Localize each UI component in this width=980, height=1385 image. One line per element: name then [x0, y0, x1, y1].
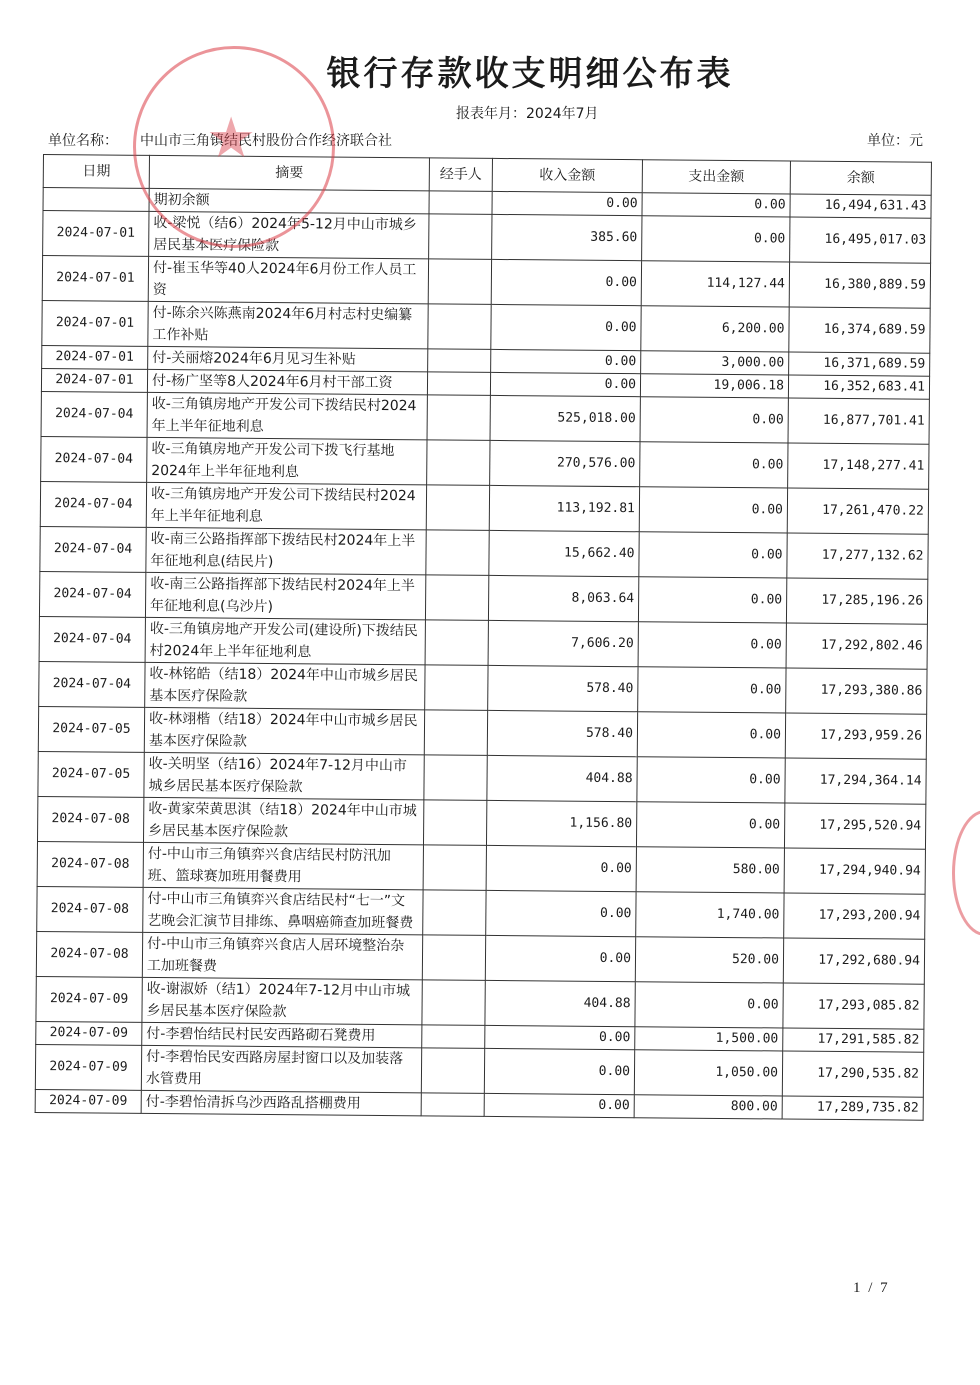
summary-cell: 收-关明坚（结16）2024年7-12月中山市城乡居民基本医疗保险款 [144, 752, 424, 799]
income-cell: 0.00 [490, 372, 640, 396]
date-cell: 2024-07-05 [38, 751, 144, 797]
table-row [40, 481, 928, 534]
balance-cell: 16,374,689.59 [789, 307, 930, 353]
opening-summary: 期初余额 [149, 188, 429, 213]
col-header-handler: 经手人 [429, 158, 492, 192]
balance-cell: 17,285,196.26 [786, 578, 927, 624]
balance-cell: 17,277,132.62 [787, 533, 928, 579]
balance-cell: 16,371,689.59 [789, 352, 930, 376]
opening-income: 0.00 [492, 191, 642, 215]
balance-cell: 17,292,680.94 [783, 938, 924, 984]
balance-cell: 17,291,585.82 [783, 1028, 924, 1052]
expense-cell: 0.00 [640, 397, 788, 443]
income-cell: 0.00 [486, 845, 636, 891]
income-cell: 0.00 [486, 890, 636, 936]
table-row [38, 751, 926, 804]
summary-cell: 付-关丽熔2024年6月见习生补贴 [148, 346, 428, 371]
income-cell: 578.40 [488, 665, 638, 711]
expense-cell: 580.00 [636, 847, 784, 893]
report-period: 报表年月：2024年7月 [456, 106, 599, 122]
handler-cell [428, 349, 491, 373]
handler-cell [429, 214, 492, 260]
summary-cell: 收-三角镇房地产开发公司下拨结民村2024年上半年征地利息 [147, 392, 427, 439]
income-cell: 7,606.20 [488, 620, 638, 666]
date-cell: 2024-07-01 [42, 300, 148, 346]
expense-cell: 0.00 [640, 442, 788, 488]
date-cell: 2024-07-08 [36, 931, 142, 977]
handler-cell [425, 620, 488, 666]
table-row [37, 886, 925, 939]
expense-cell: 0.00 [639, 532, 787, 578]
balance-cell: 17,293,959.26 [785, 713, 926, 759]
date-cell: 2024-07-04 [41, 391, 147, 437]
date-cell: 2024-07-08 [37, 841, 143, 887]
summary-cell: 收-南三公路指挥部下拨结民村2024年上半年征地利息(结民片) [146, 527, 426, 574]
opening-expense: 0.00 [642, 193, 790, 217]
org-name: 中山市三角镇结民村股份合作经济联合社 [140, 133, 392, 149]
income-cell: 15,662.40 [489, 530, 639, 576]
summary-cell: 付-陈余兴陈燕南2024年6月村志村史编纂工作补贴 [148, 301, 428, 348]
summary-cell: 付-李碧怡结民村民安西路砌石凳费用 [142, 1022, 422, 1047]
page-title: 银行存款收支明细公布表 [326, 54, 734, 94]
col-header-expense: 支出金额 [642, 160, 790, 194]
date-cell: 2024-07-09 [35, 1089, 141, 1113]
opening-handler-cell [429, 191, 492, 215]
table-row [39, 616, 927, 669]
date-cell: 2024-07-04 [39, 571, 145, 617]
date-cell: 2024-07-08 [38, 796, 144, 842]
balance-cell: 17,289,735.82 [782, 1096, 923, 1120]
expense-cell: 114,127.44 [641, 261, 789, 307]
income-cell: 1,156.80 [486, 800, 636, 846]
summary-cell: 收-三角镇房地产开发公司(建设所)下拨结民村2024年上半年征地利息 [145, 617, 425, 664]
balance-cell: 17,290,535.82 [782, 1051, 923, 1097]
balance-cell: 16,495,017.03 [790, 217, 931, 263]
handler-cell [421, 1093, 484, 1117]
income-cell: 0.00 [491, 304, 641, 350]
ledger-body [35, 188, 931, 1121]
date-cell: 2024-07-08 [37, 886, 143, 932]
summary-cell: 收-三角镇房地产开发公司下拨结民村2024年上半年征地利息 [146, 482, 426, 529]
handler-cell [423, 890, 486, 936]
handler-cell [423, 800, 486, 846]
income-cell: 0.00 [491, 259, 641, 305]
table-row [36, 931, 924, 984]
income-cell: 404.88 [485, 980, 635, 1026]
handler-cell [421, 1048, 484, 1094]
col-header-date: 日期 [43, 155, 149, 189]
balance-cell: 17,294,364.14 [785, 758, 926, 804]
date-cell: 2024-07-09 [36, 976, 142, 1022]
income-cell: 0.00 [485, 935, 635, 981]
date-cell: 2024-07-09 [35, 1044, 141, 1090]
balance-cell: 17,293,380.86 [786, 668, 927, 714]
table-row [38, 796, 926, 849]
date-cell: 2024-07-01 [42, 256, 148, 302]
handler-cell [426, 485, 489, 531]
date-cell: 2024-07-04 [40, 481, 146, 527]
income-cell: 8,063.64 [488, 575, 638, 621]
summary-cell: 付-李碧怡民安西路房屋封窗口以及加装落水管费用 [141, 1045, 421, 1092]
date-cell: 2024-07-04 [39, 616, 145, 662]
handler-cell [422, 1025, 485, 1049]
balance-cell: 16,877,701.41 [788, 398, 929, 444]
summary-cell: 收-梁悦（结6）2024年5-12月中山市城乡居民基本医疗保险款 [149, 211, 429, 258]
table-row [39, 571, 927, 624]
summary-cell: 收-林翊楷（结18）2024年中山市城乡居民基本医疗保险款 [144, 707, 424, 754]
expense-cell: 800.00 [634, 1095, 782, 1119]
summary-cell: 收-林铭皓（结18）2024年中山市城乡居民基本医疗保险款 [145, 662, 425, 709]
header-info-row [48, 130, 923, 150]
table-row [41, 391, 929, 444]
date-cell: 2024-07-05 [38, 706, 144, 752]
expense-cell: 0.00 [635, 982, 783, 1028]
income-cell: 0.00 [484, 1093, 634, 1117]
income-cell: 0.00 [485, 1025, 635, 1049]
page-number: 1 / 7 [853, 1280, 890, 1296]
expense-cell: 1,500.00 [635, 1027, 783, 1051]
income-cell: 0.00 [491, 349, 641, 373]
ledger-table [35, 154, 932, 1121]
summary-cell: 收-黄家荣黄思淇（结18）2024年中山市城乡居民基本医疗保险款 [143, 797, 423, 844]
expense-cell: 1,740.00 [636, 892, 784, 938]
col-header-summary: 摘要 [149, 155, 429, 190]
expense-cell: 0.00 [642, 216, 790, 262]
handler-cell [424, 710, 487, 756]
expense-cell: 1,050.00 [634, 1050, 782, 1096]
handler-cell [428, 304, 491, 350]
expense-cell: 0.00 [638, 577, 786, 623]
handler-cell [428, 259, 491, 305]
expense-cell: 3,000.00 [641, 351, 789, 375]
table-row [43, 211, 931, 264]
income-cell: 270,576.00 [490, 440, 640, 486]
income-cell: 525,018.00 [490, 395, 640, 441]
table-row [40, 526, 928, 579]
expense-cell: 0.00 [638, 667, 786, 713]
date-cell: 2024-07-09 [36, 1021, 142, 1045]
expense-cell: 0.00 [637, 757, 785, 803]
expense-cell: 0.00 [637, 712, 785, 758]
edge-seal-fragment [952, 810, 980, 936]
seal-star-icon: ★ [206, 106, 257, 171]
balance-cell: 17,294,940.94 [784, 848, 925, 894]
summary-cell: 收-南三公路指挥部下拨结民村2024年上半年征地利息(乌沙片) [145, 572, 425, 619]
date-cell: 2024-07-01 [42, 345, 148, 369]
expense-cell: 6,200.00 [641, 306, 789, 352]
expense-cell: 19,006.18 [640, 374, 788, 398]
balance-cell: 17,148,277.41 [788, 443, 929, 489]
income-cell: 385.60 [492, 214, 642, 260]
table-row [42, 256, 930, 309]
balance-cell: 17,261,470.22 [787, 488, 928, 534]
balance-cell: 17,292,802.46 [786, 623, 927, 669]
summary-cell: 付-中山市三角镇弈兴食店结民村防汛加班、篮球赛加班用餐费用 [143, 842, 423, 889]
date-cell: 2024-07-04 [39, 661, 145, 707]
table-row [38, 706, 926, 759]
org-label: 单位名称： [48, 133, 118, 149]
summary-cell: 付-中山市三角镇弈兴食店结民村“七一”文艺晚会汇演节目排练、鼻咽癌筛查加班餐费 [143, 887, 423, 934]
balance-cell: 17,295,520.94 [784, 803, 925, 849]
handler-cell [427, 395, 490, 441]
handler-cell [422, 935, 485, 981]
handler-cell [425, 665, 488, 711]
summary-cell: 付-杨广坚等8人2024年6月村干部工资 [147, 369, 427, 394]
balance-cell: 17,293,085.82 [783, 983, 924, 1029]
summary-cell: 收-谢淑娇（结1）2024年7-12月中山市城乡居民基本医疗保险款 [142, 977, 422, 1024]
date-cell: 2024-07-01 [43, 211, 149, 257]
summary-cell: 收-三角镇房地产开发公司下拨飞行基地2024年上半年征地利息 [147, 437, 427, 484]
table-row [35, 1044, 923, 1097]
balance-cell: 17,293,200.94 [784, 893, 925, 939]
expense-cell: 0.00 [638, 622, 786, 668]
income-cell: 0.00 [484, 1048, 634, 1094]
table-row [37, 841, 925, 894]
income-cell: 404.88 [487, 755, 637, 801]
summary-cell: 付-中山市三角镇弈兴食店人居环境整治杂工加班餐费 [142, 932, 422, 979]
income-cell: 113,192.81 [489, 485, 639, 531]
income-cell: 578.40 [487, 710, 637, 756]
handler-cell [425, 575, 488, 621]
summary-cell: 付-李碧怡清拆乌沙西路乱搭棚费用 [141, 1090, 421, 1115]
table-row [36, 976, 924, 1029]
date-cell: 2024-07-01 [41, 368, 147, 392]
opening-date-cell [43, 188, 149, 212]
table-row [39, 661, 927, 714]
handler-cell [427, 372, 490, 396]
currency-unit: 单位：元 [867, 133, 923, 149]
handler-cell [423, 845, 486, 891]
col-header-income: 收入金额 [492, 158, 642, 192]
handler-cell [427, 440, 490, 486]
balance-cell: 16,380,889.59 [789, 262, 930, 308]
date-cell: 2024-07-04 [41, 436, 147, 482]
date-cell: 2024-07-04 [40, 526, 146, 572]
summary-cell: 付-崔玉华等40人2024年6月份工作人员工资 [148, 256, 428, 303]
opening-balance: 16,494,631.43 [790, 194, 931, 218]
handler-cell [424, 755, 487, 801]
handler-cell [426, 530, 489, 576]
expense-cell: 520.00 [635, 937, 783, 983]
table-row [42, 300, 930, 353]
col-header-balance: 余额 [790, 161, 931, 195]
handler-cell [422, 980, 485, 1026]
balance-cell: 16,352,683.41 [788, 375, 929, 399]
expense-cell: 0.00 [636, 802, 784, 848]
table-row [41, 436, 929, 489]
expense-cell: 0.00 [639, 487, 787, 533]
